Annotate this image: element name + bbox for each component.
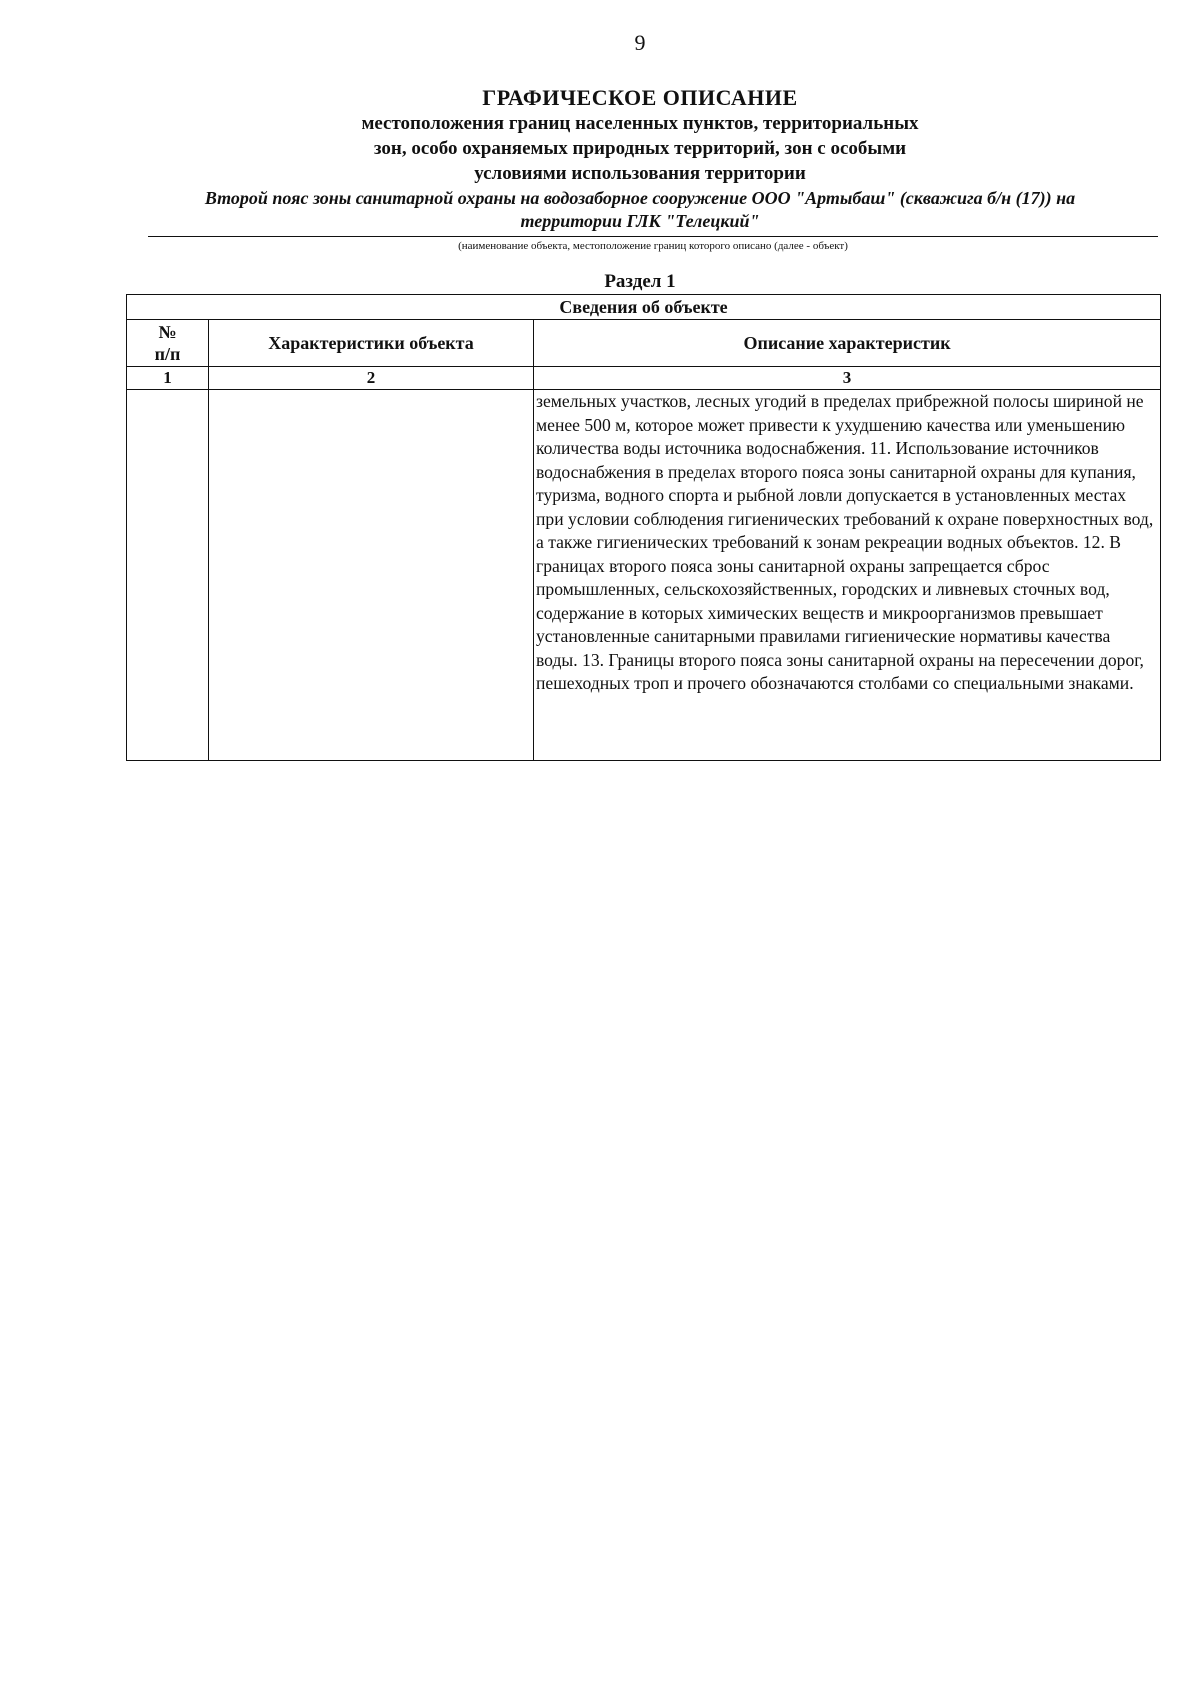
header-number-line-2: п/п [154, 344, 181, 364]
header-description: Описание характеристик [534, 320, 1161, 367]
object-name-caption: (наименование объекта, местоположение границ которого описано (далее - объект) [458, 240, 848, 252]
document-subtitle-line-2: зон, особо охраняемых природных территорий, зон с особыми [373, 138, 907, 159]
column-number-1: 1 [127, 367, 209, 390]
table-header-row [127, 320, 1161, 367]
object-info-table [126, 294, 1161, 761]
header-characteristics: Характеристики объекта [209, 320, 534, 367]
row-characteristic-cell [209, 390, 534, 761]
page-number: 9 [634, 30, 646, 55]
document-subtitle-line-1: местоположения границ населенных пунктов, территориальных [361, 113, 919, 134]
column-number-row [127, 367, 1161, 390]
header-number-line-1: № [158, 322, 177, 342]
header-number [127, 320, 209, 367]
row-number-cell [127, 390, 209, 761]
table-caption: Сведения об объекте [127, 295, 1161, 320]
document-title: ГРАФИЧЕСКОЕ ОПИСАНИЕ [482, 85, 798, 110]
object-name-underline [148, 236, 1158, 237]
row-description-text: земельных участков, лесных угодий в пределах прибрежной полосы шириной не менее 500 м, которое может привести к ухудшению качества или уменьшению количества воды источника водоснабжения. 11. Использование источников водоснабжения в пределах второго пояса зоны санитарной охраны для купания, туризма, водного спорта и рыбной ловли допускается в установленных местах при условии соблюдения гигиенических требований к охране поверхностных вод, а также гигиенических требований к зонам рекреации водных объектов. 12. В границах второго пояса зоны санитарной охраны запрещается сброс промышленных, сельскохозяйственных, городских и ливневых сточных вод, содержание в которых химических веществ и микроорганизмов превышает установленные санитарными правилами гигиенические нормативы качества воды. 13. Границы второго пояса зоны санитарной охраны на пересечении дорог, пешеходных троп и прочего обозначаются столбами со специальными знаками. [536, 391, 1154, 693]
document-subtitle-line-3: условиями использования территории [474, 163, 806, 184]
table-row [127, 390, 1161, 761]
object-name-line-2: территории ГЛК "Телецкий" [520, 211, 760, 231]
column-number-2: 2 [209, 367, 534, 390]
table-caption-row [127, 295, 1161, 320]
column-number-3: 3 [534, 367, 1161, 390]
title-block [120, 84, 1160, 232]
section-title: Раздел 1 [604, 271, 676, 292]
row-description-cell [534, 390, 1161, 761]
object-name-line-1: Второй пояс зоны санитарной охраны на водозаборное сооружение ООО "Артыбаш" (скважига б/н (17)) на [204, 188, 1076, 208]
